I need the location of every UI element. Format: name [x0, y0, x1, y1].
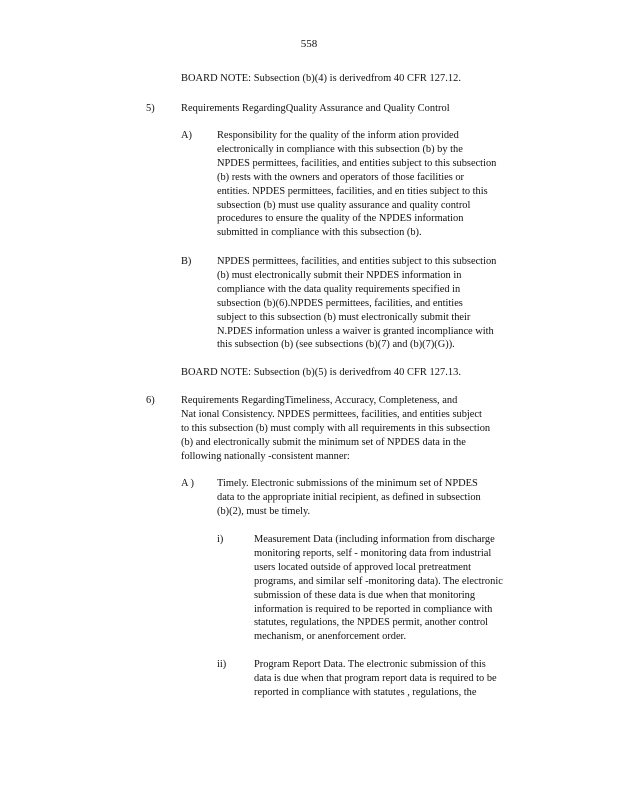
- text-line: subsection (b)(6).NPDES permittees, facilities, and entities: [217, 297, 463, 309]
- text-line: Responsibility for the quality of the inform ation provided: [217, 130, 459, 141]
- text-line: NPDES permittees, facilities, and entities subject to this subsection: [217, 157, 497, 169]
- text-line: Requirements RegardingTimeliness, Accuracy, Completeness, and: [181, 395, 458, 406]
- text-line: procedures to ensure the quality of the NPDES information: [217, 213, 464, 225]
- text-line: entities. NPDES permittees, facilities, and en tities subject to this: [217, 185, 488, 197]
- section-6a-i-label: i): [217, 534, 224, 545]
- text-line: reported in compliance with statutes , regulations, the: [254, 686, 477, 698]
- text-line: data to the appropriate initial recipient, as defined in subsection: [217, 491, 481, 503]
- section-5-number: 5): [146, 103, 155, 114]
- text-line: (b) and electronically submit the minimum set of NPDES data in the: [181, 436, 466, 448]
- text-line: mechanism, or anenforcement order.: [254, 631, 407, 643]
- text-line: subsection (b) must use quality assurance and quality control: [217, 199, 471, 211]
- text-line: this subsection (b) (see subsections (b)(7) and (b)(7)(G)).: [217, 339, 455, 351]
- text-line: data is due when that program report data is required to be: [254, 672, 497, 684]
- text-line: NPDES permittees, facilities, and entities subject to this subsection: [217, 256, 497, 267]
- text-line: subject to this subsection (b) must electronically submit their: [217, 311, 471, 323]
- section-5a-text: [217, 129, 537, 240]
- text-line: Program Report Data. The electronic submission of this: [254, 659, 486, 670]
- section-6a-ii-text: [254, 658, 537, 700]
- text-line: electronically in compliance with this subsection (b) by the: [217, 143, 463, 155]
- section-6-number: 6): [146, 395, 155, 406]
- section-5b-text: [217, 255, 537, 352]
- text-line: statutes, regulations, the NPDES permit, another control: [254, 617, 489, 629]
- section-6a-i-text: [254, 533, 537, 644]
- section-6a-ii-label: ii): [217, 659, 227, 670]
- text-line: Nat ional Consistency. NPDES permittees, facilities, and entities subject: [181, 408, 482, 420]
- text-line: submitted in compliance with this subsection (b).: [217, 227, 422, 239]
- section-6a-label: A ): [181, 478, 194, 489]
- board-note-b5: BOARD NOTE: Subsection (b)(5) is derivedfrom 40 CFR 127.13.: [181, 367, 462, 378]
- text-line: (b) rests with the owners and operators of those facilities or: [217, 171, 464, 183]
- text-line: monitoring reports, self - monitoring data from industrial: [254, 547, 492, 559]
- text-line: N.PDES information unless a waiver is granted incompliance with: [217, 325, 494, 337]
- section-5-heading: Requirements RegardingQuality Assurance and Quality Control: [181, 103, 450, 114]
- text-line: following nationally -consistent manner:: [181, 450, 350, 462]
- page-number: 558: [300, 38, 318, 50]
- text-line: programs, and similar self -monitoring data). The electronic: [254, 575, 503, 587]
- text-line: Measurement Data (including information from discharge: [254, 534, 495, 545]
- text-line: (b) must electronically submit their NPDES information in: [217, 269, 462, 281]
- board-note-b4: BOARD NOTE: Subsection (b)(4) is derivedfrom 40 CFR 127.12.: [181, 73, 462, 84]
- text-line: submission of these data is due when that monitoring: [254, 589, 476, 601]
- text-line: (b)(2), must be timely.: [217, 505, 311, 517]
- section-5a-label: A): [181, 130, 192, 141]
- text-line: compliance with the data quality requirements specified in: [217, 283, 461, 295]
- section-6a-text: [217, 477, 537, 519]
- text-line: users located outside of approved local pretreatment: [254, 561, 471, 573]
- text-line: to this subsection (b) must comply with all requirements in this subsection: [181, 422, 491, 434]
- section-5b-label: B): [181, 256, 192, 267]
- section-6-text: [181, 394, 536, 464]
- text-line: information is required to be reported in compliance with: [254, 603, 493, 615]
- text-line: Timely. Electronic submissions of the minimum set of NPDES: [217, 478, 478, 489]
